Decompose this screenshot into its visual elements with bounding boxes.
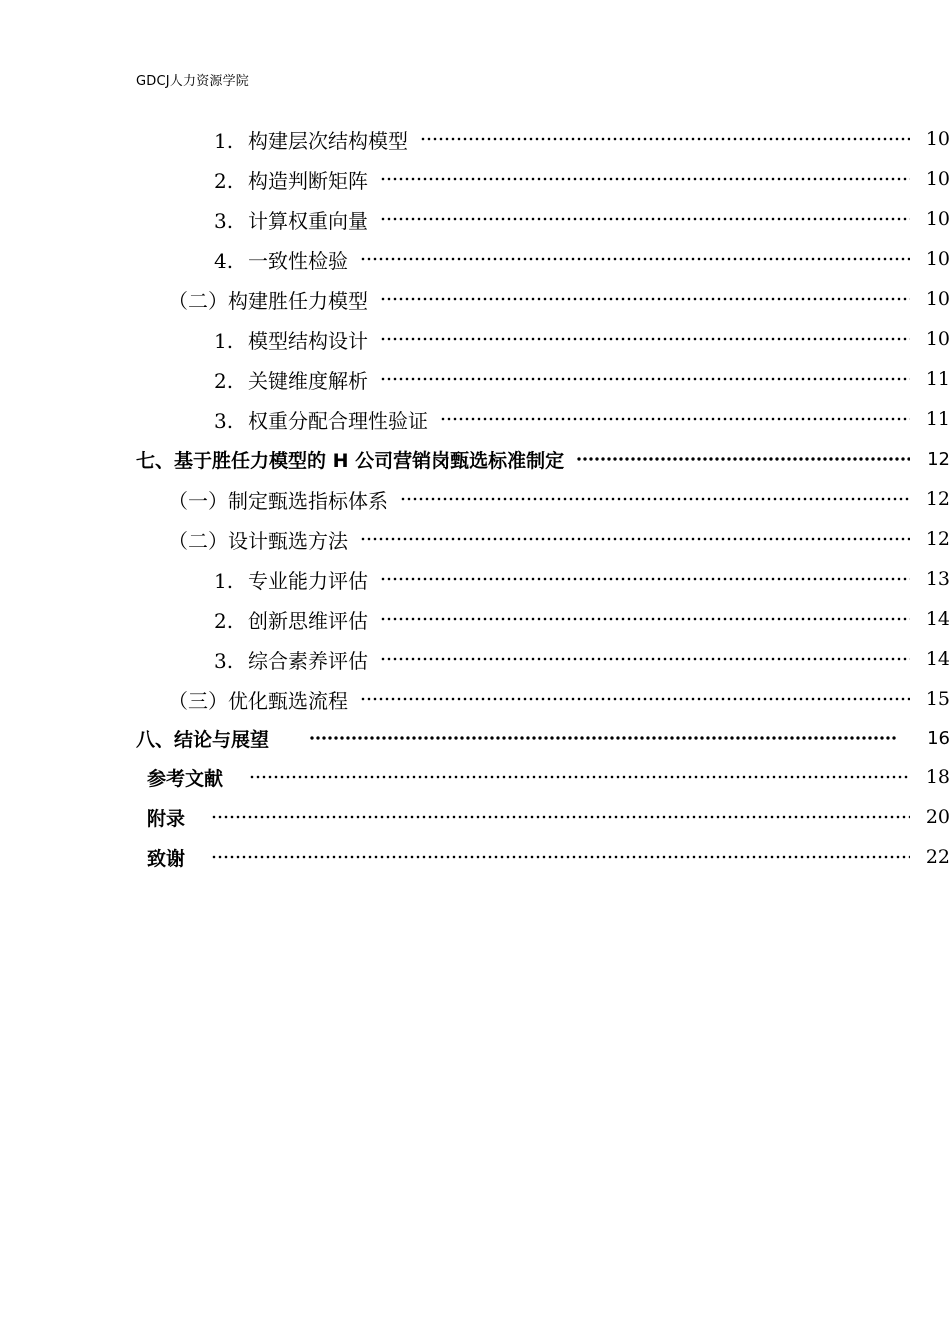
toc-entry-number: 2. bbox=[214, 608, 234, 633]
dot-leader bbox=[360, 239, 910, 279]
dot-leader bbox=[380, 159, 910, 199]
toc-entry[interactable] bbox=[0, 119, 950, 159]
toc-entry-page: 20 bbox=[925, 806, 950, 828]
toc-entry-page: 12 bbox=[925, 528, 950, 550]
toc-entry-title: 计算权重向量 bbox=[248, 208, 368, 233]
toc-entry-label bbox=[0, 405, 428, 434]
toc-entry-page: 11 bbox=[925, 368, 950, 390]
toc-entry-label bbox=[0, 365, 368, 394]
toc-entry-page: 10 bbox=[925, 128, 950, 150]
toc-entry-page: 22 bbox=[925, 846, 950, 868]
toc-entry-label bbox=[0, 325, 368, 354]
dot-leader bbox=[309, 718, 898, 758]
toc-entry-title: 权重分配合理性验证 bbox=[248, 408, 428, 433]
toc-entry[interactable] bbox=[0, 199, 950, 239]
toc-entry[interactable] bbox=[0, 599, 950, 639]
toc-chapter-entry[interactable] bbox=[0, 439, 950, 479]
toc-entry-number: 1. bbox=[214, 328, 234, 353]
toc-entry[interactable] bbox=[0, 559, 950, 599]
toc-entry[interactable] bbox=[0, 479, 950, 519]
dot-leader bbox=[380, 319, 910, 359]
toc-entry-number: 2. bbox=[214, 168, 234, 193]
toc-entry[interactable] bbox=[0, 239, 950, 279]
toc-entry[interactable] bbox=[0, 639, 950, 679]
toc-entry-page: 11 bbox=[925, 408, 950, 430]
toc-entry-page: 10 bbox=[925, 168, 950, 190]
toc-entry[interactable] bbox=[0, 519, 950, 559]
toc-entry-page: 10 bbox=[925, 288, 950, 310]
toc-entry[interactable] bbox=[0, 279, 950, 319]
toc-entry-title: 创新思维评估 bbox=[248, 608, 368, 633]
toc-entry-page: 12 bbox=[927, 448, 950, 470]
toc-entry-label bbox=[0, 605, 368, 634]
toc-entry-title: 参考文献 bbox=[147, 767, 224, 790]
toc-entry-title: 模型结构设计 bbox=[248, 328, 368, 353]
toc-entry-page: 10 bbox=[925, 208, 950, 230]
toc-entry-title: 八、结论与展望 bbox=[136, 728, 270, 751]
toc-entry-label bbox=[0, 645, 368, 674]
dot-leader bbox=[249, 757, 910, 797]
toc-chapter-entry[interactable] bbox=[0, 837, 950, 877]
toc-entry-title: 附录 bbox=[147, 807, 186, 830]
dot-leader bbox=[360, 519, 910, 559]
toc-entry-title: 一致性检验 bbox=[248, 248, 348, 273]
toc-entry-page: 14 bbox=[925, 608, 950, 630]
dot-leader bbox=[380, 599, 910, 639]
toc-entry[interactable] bbox=[0, 679, 950, 719]
toc-entry-page: 10 bbox=[925, 328, 950, 350]
toc-entry-label bbox=[0, 125, 408, 154]
dot-leader bbox=[380, 279, 910, 319]
toc-entry-page: 12 bbox=[925, 488, 950, 510]
dot-leader bbox=[576, 439, 910, 479]
toc-entry-page: 10 bbox=[925, 248, 950, 270]
toc-entry-page: 13 bbox=[925, 568, 950, 590]
dot-leader bbox=[380, 639, 910, 679]
toc-entry-number: 1. bbox=[214, 568, 234, 593]
toc-entry-number: 4. bbox=[214, 248, 234, 273]
page-header: GDCJ人力资源学院 bbox=[136, 74, 249, 89]
toc-chapter-entry[interactable] bbox=[0, 757, 950, 797]
toc-entry-number: 1. bbox=[214, 128, 234, 153]
toc-entry[interactable] bbox=[0, 159, 950, 199]
toc-entry-number: 3. bbox=[214, 648, 234, 673]
toc-entry-title: 构建层次结构模型 bbox=[248, 128, 408, 153]
toc-entry-page: 14 bbox=[925, 648, 950, 670]
dot-leader bbox=[440, 399, 910, 439]
toc-entry-title: （一）制定甄选指标体系 bbox=[168, 488, 388, 513]
dot-leader bbox=[420, 119, 910, 159]
toc-entry-label bbox=[0, 565, 368, 594]
dot-leader bbox=[380, 559, 910, 599]
toc-entry-title: 专业能力评估 bbox=[248, 568, 368, 593]
toc-entry-page: 18 bbox=[925, 766, 950, 788]
toc-entry-label bbox=[0, 205, 368, 234]
dot-leader bbox=[380, 199, 910, 239]
toc-entry-page: 16 bbox=[927, 727, 950, 749]
toc-entry-label bbox=[0, 245, 348, 274]
toc-entry-number: 2. bbox=[214, 368, 234, 393]
toc-entry-page: 15 bbox=[925, 688, 950, 710]
dot-leader bbox=[211, 837, 910, 877]
toc-entry-title: （二）构建胜任力模型 bbox=[168, 288, 368, 313]
toc-entry-title: 七、基于胜任力模型的 H 公司营销岗甄选标准制定 bbox=[136, 449, 565, 472]
toc-entry-title: （三）优化甄选流程 bbox=[168, 688, 348, 713]
toc-entry-label bbox=[0, 165, 368, 194]
toc-entry-title: 关键维度解析 bbox=[248, 368, 368, 393]
dot-leader bbox=[380, 359, 910, 399]
dot-leader bbox=[400, 479, 910, 519]
toc-entry-number: 3. bbox=[214, 208, 234, 233]
dot-leader bbox=[211, 797, 910, 837]
toc-entry-title: 综合素养评估 bbox=[248, 648, 368, 673]
toc-entry-number: 3. bbox=[214, 408, 234, 433]
dot-leader bbox=[360, 679, 910, 719]
toc-entry[interactable] bbox=[0, 359, 950, 399]
toc-entry-title: 构造判断矩阵 bbox=[248, 168, 368, 193]
toc-entry[interactable] bbox=[0, 319, 950, 359]
toc-entry-title: （二）设计甄选方法 bbox=[168, 528, 348, 553]
toc-chapter-entry[interactable] bbox=[0, 797, 950, 837]
toc-entry-title: 致谢 bbox=[147, 847, 186, 870]
toc-chapter-entry[interactable] bbox=[0, 718, 950, 758]
toc-entry[interactable] bbox=[0, 399, 950, 439]
